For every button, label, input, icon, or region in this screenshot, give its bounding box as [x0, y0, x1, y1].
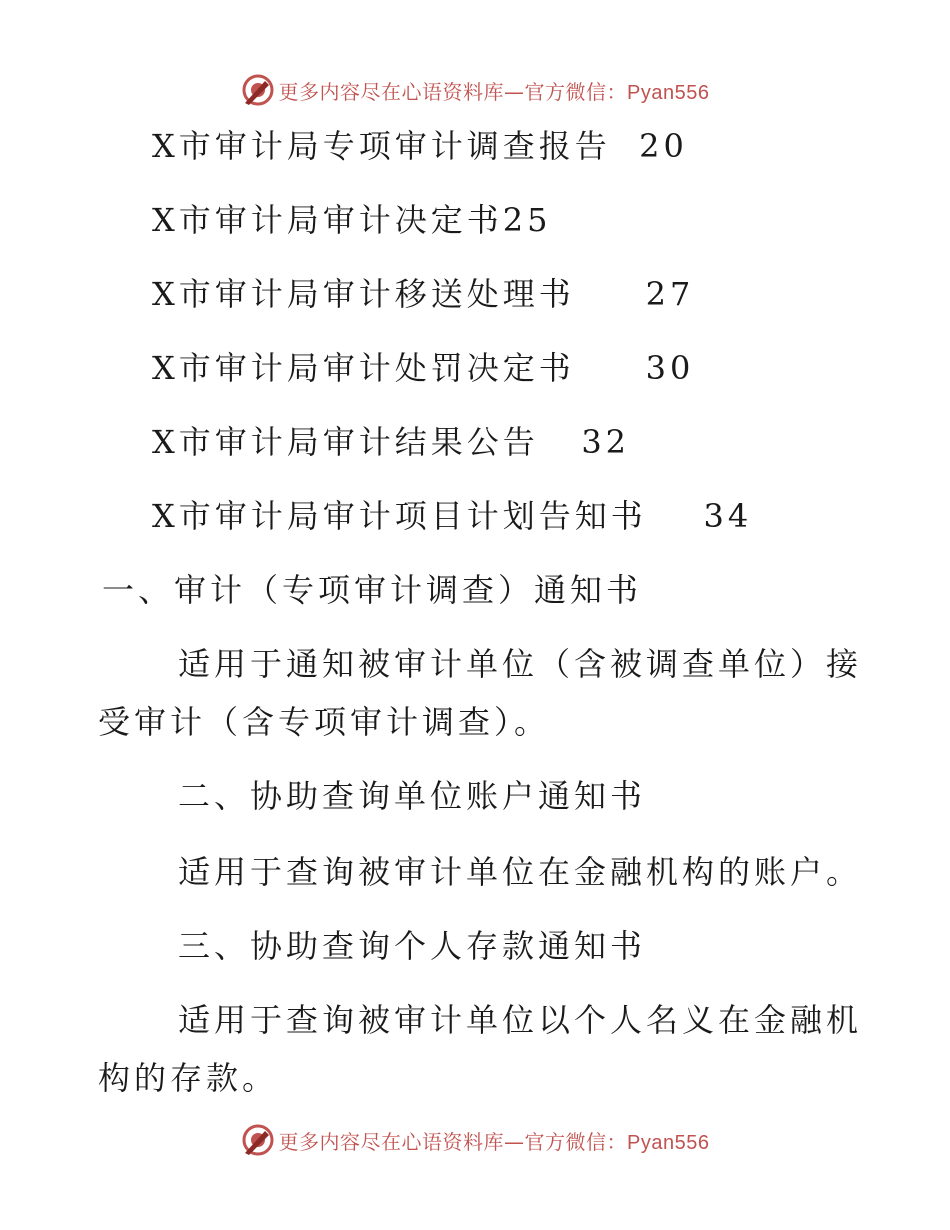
section-body: 适用于查询被审计单位以个人名义在金融机 — [178, 1001, 863, 1039]
toc-entry — [152, 126, 688, 166]
section-body-continued: 构的存款。 — [98, 1059, 279, 1097]
toc-entry — [152, 348, 694, 388]
toc-entry — [152, 422, 630, 462]
toc-entry — [152, 496, 752, 536]
pen-logo-icon — [241, 73, 275, 107]
toc-page: 20 — [639, 127, 688, 165]
toc-page: 25 — [502, 201, 552, 239]
toc-title: X市审计局审计处罚决定书 — [152, 349, 575, 387]
section-heading: 三、协助查询个人存款通知书 — [178, 927, 647, 965]
section-heading: 一、审计（专项审计调查）通知书 — [102, 571, 643, 609]
toc-entry — [152, 274, 694, 314]
watermark-text: 更多内容尽在心语资料库—官方微信：Pyan556 — [278, 1129, 710, 1154]
watermark-text: 更多内容尽在心语资料库—官方微信：Pyan556 — [278, 79, 710, 104]
footer-watermark — [0, 1120, 950, 1160]
toc-title: X市审计局审计结果公告 — [152, 423, 539, 461]
toc-entry — [152, 200, 552, 240]
toc-title: X市审计局审计决定书 — [152, 201, 503, 239]
toc-title: X市审计局审计移送处理书 — [152, 275, 575, 313]
toc-page: 30 — [645, 349, 695, 387]
toc-title: X市审计局审计项目计划告知书 — [152, 497, 647, 535]
section-body-continued: 受审计（含专项审计调查）。 — [98, 703, 551, 741]
section-body: 适用于通知被审计单位（含被调查单位）接 — [178, 645, 863, 683]
toc-page: 34 — [703, 497, 753, 535]
section-heading: 二、协助查询单位账户通知书 — [178, 777, 647, 815]
pen-logo-icon — [241, 1123, 275, 1157]
section-body: 适用于查询被审计单位在金融机构的账户。 — [178, 853, 863, 891]
toc-title: X市审计局专项审计调查报告 — [152, 127, 611, 165]
toc-page: 32 — [581, 423, 631, 461]
toc-page: 27 — [645, 275, 695, 313]
header-watermark — [0, 70, 950, 110]
